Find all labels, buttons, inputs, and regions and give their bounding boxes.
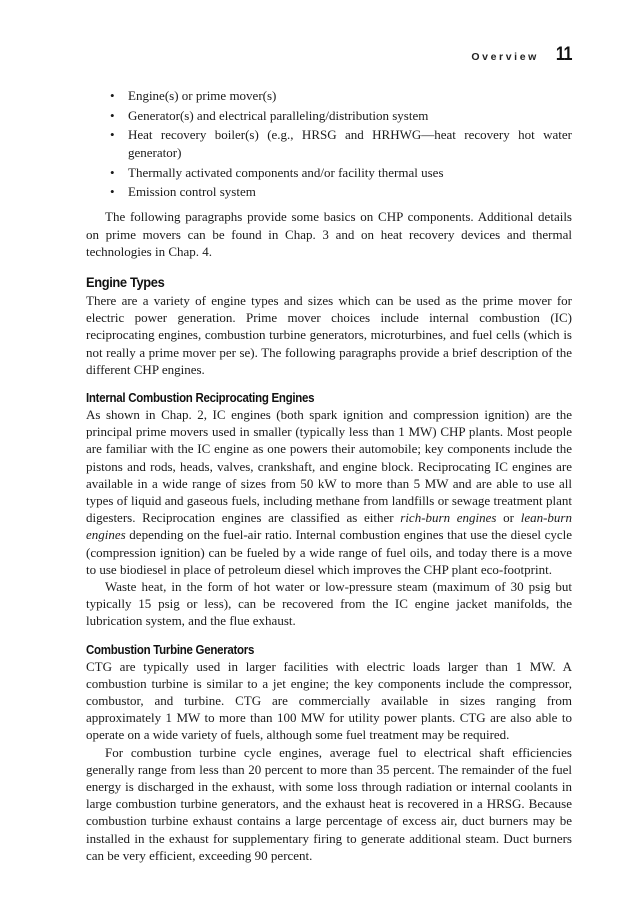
ctg-paragraph-2: For combustion turbine cycle engines, average fuel to electrical shaft efficiencies generally range from less than 20 percent to more than 35 percent. The remainder of the fuel energy is discharged in the exhaust, with some loss through radiation or internal coolants in large combustion turbine generators, and the exhaust heat is recovered in a HRSG. Because combustion turbine exhaust contains a large percentage of excess air, duct burners may be installed in the exhaust for supplementary firing to generate additional steam. Duct burners can be very efficient, exceeding 90 percent.: [86, 744, 572, 863]
section-heading-engine-types: Engine Types: [86, 273, 165, 290]
ic-text-part-2: depending on the fuel-air ratio. Internal combustion engines that use the diesel cycle (compression ignition) can be fueled by a wide range of fuel oils, and today there is a move to use biodiesel in place of petroleum diesel which improves the CHP plant eco-footprint.: [86, 527, 572, 577]
list-item: [86, 87, 572, 105]
ic-waste-heat-paragraph: Waste heat, in the form of hot water or low-pressure steam (maximum of 30 psig but typically 15 psig or less), can be recovered from the IC engine jacket manifolds, the lubrication system, and the flue exhaust.: [86, 579, 572, 629]
list-item-text: Engine(s) or prime mover(s): [128, 88, 277, 103]
engine-types-paragraph: There are a variety of engine types and sizes which can be used as the prime mover for electric power generation. Prime mover choices include internal combustion (IC) reciprocating engines, combustion turbine generators, microturbines, and fuel cells (which is not really a prime mover per se). The following paragraphs provide a brief description of the different CHP engines.: [86, 292, 572, 377]
book-page: [86, 0, 572, 900]
list-item: [86, 107, 572, 125]
component-list: [86, 87, 572, 201]
bullet-icon: •: [110, 127, 115, 143]
list-item: [86, 126, 572, 162]
list-item-text: Emission control system: [128, 184, 256, 200]
lean-burn-term: lean-burn engines: [86, 510, 572, 543]
rich-burn-term: rich-burn engines: [400, 510, 497, 526]
list-item: [86, 183, 572, 201]
running-title: Overview: [471, 51, 539, 63]
ic-engines-paragraph: [86, 406, 572, 578]
bullet-icon: •: [110, 107, 115, 123]
bullet-icon: •: [110, 184, 115, 200]
ctg-paragraph-1: CTG are typically used in larger facilities with electric loads larger than 1 MW. A combustion turbine is similar to a jet engine; the key components include the compressor, combustor, and turbine. CTG are commercially available in sizes ranging from approximately 1 MW to more than 100 MW for utility power plants. CTG are also able to operate on a wide variety of fuels, although some fuel treatment may be required.: [86, 658, 572, 743]
bullet-icon: •: [110, 88, 115, 103]
page-number: 11: [555, 44, 572, 65]
list-item-text: Generator(s) and electrical paralleling/distribution system: [128, 107, 429, 123]
list-item-text: Thermally activated components and/or facility thermal uses: [128, 164, 444, 180]
running-head: [471, 44, 572, 66]
intro-paragraph: The following paragraphs provide some basics on CHP components. Additional details on prime movers can be found in Chap. 3 and on heat recovery devices and thermal technologies in Chap. 4.: [86, 209, 572, 259]
list-item: [86, 164, 572, 182]
bullet-icon: •: [110, 164, 115, 180]
ic-text-part-1: As shown in Chap. 2, IC engines (both spark ignition and compression ignition) are the principal prime movers used in smaller (typically less than 1 MW) CHP plants. Most people are familiar with the IC engine as one powers their automobile; key components include the pistons and rods, heads, valves, crankshaft, and engine block. Reciprocating IC engines are available in a wide range of sizes from 50 kW to more than 5 MW and are able to use all types of liquid and gaseous fuels, including methane from landfills or sewage treatment plant digesters. Reciprocation engines are classified as either: [86, 407, 572, 526]
page-body: [86, 87, 572, 864]
subsection-heading-combustion-turbines: Combustion Turbine Generators: [86, 642, 255, 657]
ic-or-word: or: [496, 510, 521, 526]
list-item-text: Heat recovery boiler(s) (e.g., HRSG and HRHWG—heat recovery hot water generator): [128, 127, 572, 161]
subsection-heading-ic-engines: Internal Combustion Reciprocating Engines: [86, 391, 315, 405]
